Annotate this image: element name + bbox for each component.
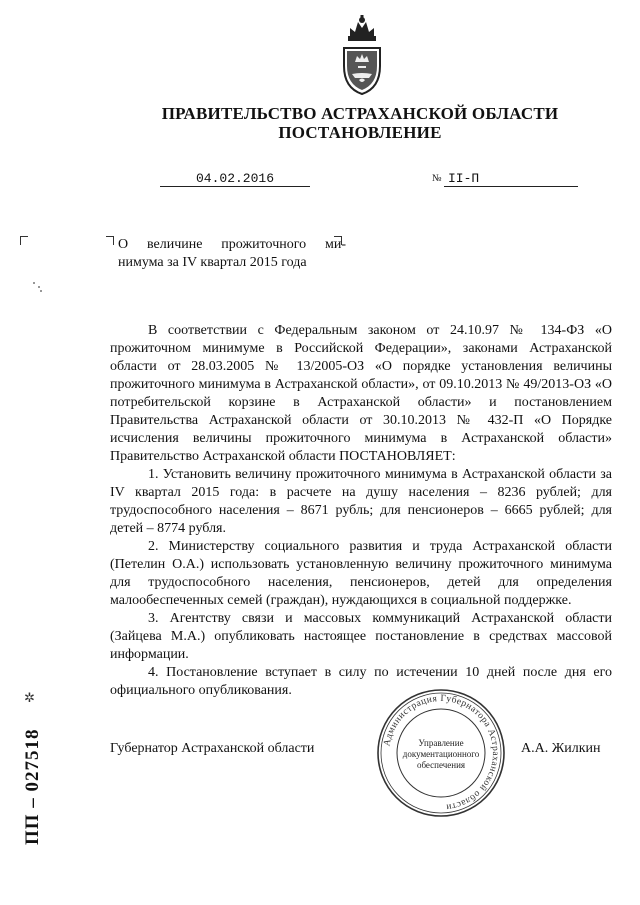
clause-paragraph: 4. Постановление вступает в силу по истечении 10 дней после дня его официального опубликования.	[110, 665, 612, 698]
subject-left-corner-mark	[106, 236, 114, 245]
subject-line: нимума за IV квартал 2015 года	[118, 255, 307, 270]
document-date: 04.02.2016	[160, 171, 310, 187]
signatory-title: Губернатор Астраханской области	[110, 741, 315, 756]
seal-center-line: обеспечения	[416, 760, 466, 770]
seal-center-line: Управление	[418, 738, 464, 748]
seal-center-line: документационного	[402, 749, 480, 759]
document-body	[110, 322, 612, 700]
seal-ring-text: Администрация Губернатора Астраханской области	[382, 693, 501, 812]
form-serial-number: ПП – 027518	[22, 728, 43, 845]
side-flower-mark: ✲	[24, 690, 35, 705]
number-sign: №	[432, 173, 442, 184]
coat-of-arms-icon	[336, 14, 388, 96]
left-margin-corner-mark	[20, 236, 28, 245]
clause-paragraph: 3. Агентству связи и массовых коммуникаций Астраханской области (Зайцева М.А.) опубликовать настоящее постановление в средствах массовой информации.	[110, 611, 612, 662]
clause-paragraph: 1. Установить величину прожиточного минимума в Астраханской области за IV квартал 2015 года: в расчете на душу населения – 8236 рублей; для трудоспособного населения – 8671 рубль; для пенсионеров – 6665 рублей; для детей – 8774 рубля.	[110, 467, 612, 536]
document-type: ПОСТАНОВЛЕНИЕ	[278, 123, 442, 142]
preamble-paragraph: В соответствии с Федеральным законом от 24.10.97 № 134-ФЗ «О прожиточном минимуме в Российской Федерации», законами Астраханской области от 28.03.2005 № 13/2005-ОЗ «О порядке установления величины прожиточного минимума в Астраханской области», от 09.10.2013 № 49/2013-ОЗ «О потребительской корзине в Астраханской области» и постановлением Правительства Астраханской области от 30.10.2013 № 432-П «О Порядке исчисления величины прожиточного минимума в Астраханской области» Правительство Астраханской области ПОСТАНОВЛЯЕТ:	[110, 323, 612, 464]
official-seal	[376, 688, 506, 818]
authority-title: ПРАВИТЕЛЬСТВО АСТРАХАНСКОЙ ОБЛАСТИ	[161, 104, 559, 123]
signatory-name: А.А. Жилкин	[521, 741, 601, 756]
clause-paragraph: 2. Министерству социального развития и труда Астраханской области (Петелин О.А.) использовать установленную величину прожиточного минимума для трудоспособного населения, пенсионеров, детей для определения малообеспеченных семей (граждан), нуждающихся в социальной поддержке.	[110, 539, 612, 608]
document-subject	[118, 236, 346, 272]
subject-line: О величине прожиточного ми-	[118, 237, 346, 252]
document-number: II-П	[444, 171, 578, 187]
